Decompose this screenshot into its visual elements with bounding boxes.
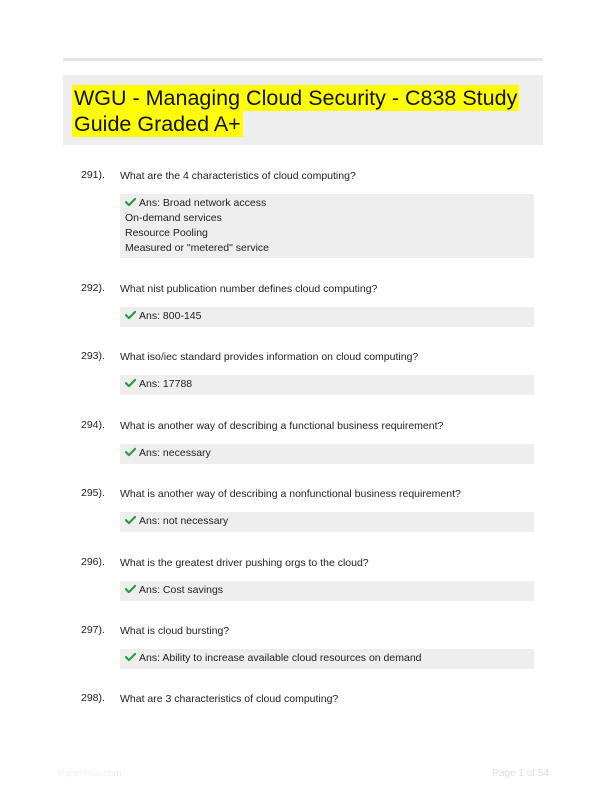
page-indicator: Page 1 of 54 [492,768,549,779]
check-icon [125,447,136,457]
question-number: 291). [81,169,105,181]
check-icon [125,378,136,388]
question-number: 295). [81,487,105,499]
question-number: 298). [81,692,105,704]
answer-line: Ans: Cost savings [125,583,529,598]
answer-box [120,649,534,669]
answer-line: Resource Pooling [125,227,208,239]
question-number: 293). [81,350,105,362]
answer-box [120,512,534,532]
title-banner [63,75,543,145]
answer-line: Ans: not necessary [125,514,529,529]
question-text: What is another way of describing a functional business requirement? [120,420,444,432]
answer-line: Ans: Broad network access [125,196,529,211]
answer-line: Ans: 800-145 [125,309,529,324]
question-text: What iso/iec standard provides information on cloud computing? [120,351,419,363]
answer-box [120,194,534,258]
check-icon [125,584,136,594]
check-icon [125,652,136,662]
question-number: 296). [81,556,105,568]
question-text: What is the greatest driver pushing orgs to the cloud? [120,557,369,569]
check-icon [125,515,136,525]
answer-box [120,581,534,601]
answer-line: On-demand services [125,212,222,224]
answer-box [120,307,534,327]
answer-line: Ans: necessary [125,446,529,461]
answer-line: Ans: 17788 [125,377,529,392]
footer-site: Paperfinal.com [58,768,122,779]
answer-box [120,444,534,464]
answer-line: Measured or "metered" service [125,242,270,254]
top-divider [63,58,543,61]
question-text: What is cloud bursting? [120,625,230,637]
check-icon [125,197,136,207]
question-number: 292). [81,282,105,294]
question-text: What are 3 characteristics of cloud computing? [120,693,339,705]
question-number: 297). [81,624,105,636]
question-text: What is another way of describing a nonfunctional business requirement? [120,488,461,500]
answer-box [120,375,534,395]
question-number: 294). [81,419,105,431]
question-text: What are the 4 characteristics of cloud computing? [120,170,356,182]
answer-line: Ans: Ability to increase available cloud resources on demand [125,651,529,666]
document-title: WGU - Managing Cloud Security - C838 Study Guide Graded A+ [74,86,518,136]
check-icon [125,310,136,320]
question-text: What nist publication number defines cloud computing? [120,283,378,295]
